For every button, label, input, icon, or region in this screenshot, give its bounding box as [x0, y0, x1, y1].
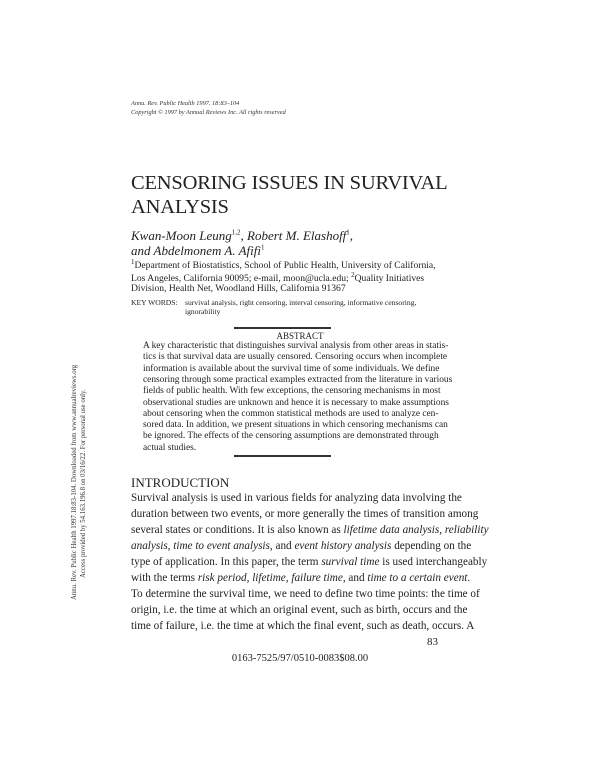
abstract-line: tics is that survival data are usually censored. Censoring occurs when incomplete [143, 352, 448, 363]
abstract-line: actual studies. [143, 442, 197, 453]
body-line [131, 492, 462, 504]
body-line [131, 524, 489, 536]
affil-text: Quality Initiatives [354, 273, 425, 285]
abstract-heading: ABSTRACT [276, 331, 324, 341]
affil-marker: 2 [351, 271, 355, 279]
abstract-line: censoring through some practical examples extracted from the literature in various [143, 374, 453, 385]
copyright-notice: Copyright © 1997 by Annual Reviews Inc. All rights reserved [131, 109, 286, 116]
abstract-line: information is available about the survival time of some individuals. We define [143, 363, 440, 374]
article-code: 0163-7525/97/0510-0083$08.00 [231, 653, 369, 664]
author-3-affil: 1 [261, 243, 265, 252]
italic-term: event history analysis [294, 540, 392, 552]
body-line [131, 556, 488, 568]
section-heading-introduction: INTRODUCTION [131, 475, 230, 490]
affil-text: Los Angeles, California 90095; e-mail, moon@ucla.edu; [131, 273, 352, 285]
body-line [131, 572, 471, 584]
body-text: duration between two events, or more generally the times of transition among [131, 508, 479, 520]
body-text: is used interchangeably [379, 556, 488, 568]
author-separator: , [349, 228, 354, 243]
body-text: Survival analysis is used in various fields for analyzing data involving the [131, 492, 462, 504]
author-2: , Robert M. Elashoff [240, 228, 347, 243]
italic-term: survival time [321, 556, 380, 568]
italic-term: lifetime data analysis, reliability [343, 524, 489, 536]
affil-marker: 1 [131, 258, 135, 266]
authors-line1 [131, 228, 353, 244]
keywords-line2: ignorability [185, 307, 221, 316]
paper-title-line2: ANALYSIS [131, 196, 229, 218]
body-text: time of failure, i.e. the time at which the final event, such as death, occurs. A [131, 620, 475, 632]
body-line [131, 508, 479, 520]
abstract-line: be ignored. The effects of the censoring assumptions are demonstrated through [143, 431, 439, 442]
download-notice-line1: Annu. Rev. Public Health 1997.18:83-104. Downloaded from www.annualreviews.org [71, 364, 78, 600]
author-1: Kwan-Moon Leung [131, 228, 232, 243]
journal-citation: Annu. Rev. Public Health 1997. 18:83–104 [131, 100, 240, 107]
abstract-bottom-rule [234, 455, 331, 457]
body-text: type of application. In this paper, the term [131, 556, 322, 568]
abstract-line: fields of public health. With few exceptions, the censoring mechanisms in most [143, 386, 441, 397]
page-number: 83 [427, 636, 438, 648]
keywords-line1: survival analysis, right censoring, interval censoring, informative censoring, [185, 298, 417, 307]
abstract-line: sored data. In addition, we present situations in which censoring mechanisms can [143, 420, 448, 431]
body-text: several states or conditions. It is also known as [131, 524, 344, 536]
body-text: . [467, 572, 471, 584]
abstract-line: about censoring when the common statistical methods are used to analyze cen- [143, 408, 439, 419]
affil-text: Department of Biostatistics, School of Public Health, University of California, [134, 260, 436, 272]
body-text: depending on the [391, 540, 472, 552]
abstract-top-rule [234, 327, 331, 329]
body-line [131, 588, 480, 600]
keywords-label: KEY WORDS: [131, 298, 178, 307]
authors-line2 [131, 243, 265, 259]
body-line [131, 620, 475, 632]
author-3: and Abdelmonem A. Afifi [131, 243, 261, 258]
body-text: origin, i.e. the time at which an original event, such as birth, occurs and the [131, 604, 468, 616]
body-line [131, 604, 468, 616]
paper-title-line1: CENSORING ISSUES IN SURVIVAL [131, 172, 448, 194]
italic-term: risk period, lifetime, failure time [197, 572, 343, 584]
body-text: , and [269, 540, 295, 552]
affiliation-line1 [131, 258, 436, 271]
italic-term: analysis, time to event analysis [131, 540, 270, 552]
body-text: To determine the survival time, we need to define two time points: the time of [131, 588, 480, 600]
body-line [131, 540, 472, 552]
author-1-affil: 1,2 [231, 228, 241, 237]
abstract-line: observational studies are unknown and hence it is necessary to make assumptions [143, 397, 449, 408]
author-2-affil: 1 [346, 228, 350, 237]
affiliation-line3: Division, Health Net, Woodland Hills, California 91367 [131, 283, 346, 294]
abstract-line: A key characteristic that distinguishes survival analysis from other areas in statis- [143, 341, 449, 351]
download-notice-line2: Access provided by 54.163.196.8 on 03/16/22. For personal use only. [80, 389, 87, 578]
body-text: with the terms [131, 572, 198, 584]
body-text: , and [342, 572, 368, 584]
italic-term: time to a certain event [367, 572, 468, 584]
